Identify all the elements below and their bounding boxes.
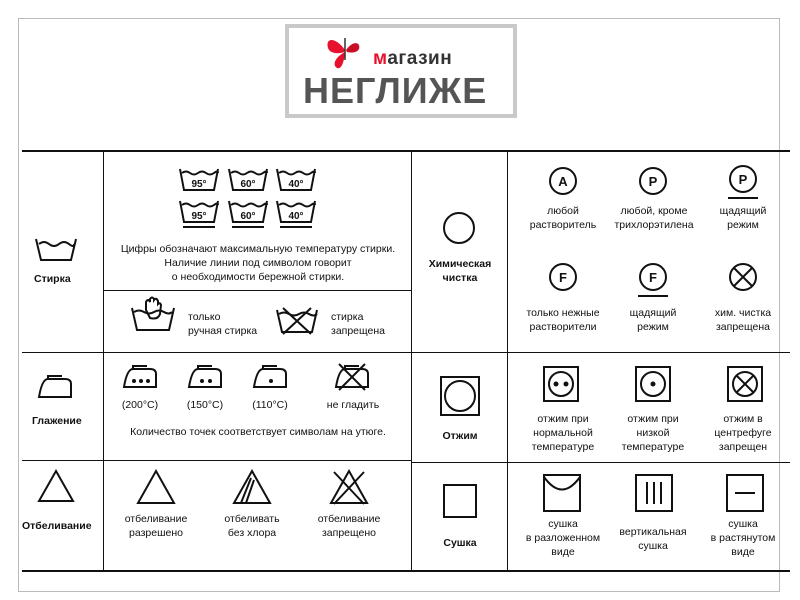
dry-clean-f-label-1: только нежные [526,307,600,319]
hand-wash-label-2: ручная стирка [188,325,258,337]
no-spin-label-2: центрефуге [714,427,772,439]
grid-line [103,290,412,291]
bleach-forbidden-icon [330,470,368,504]
dry-vertical-label-1: вертикальная [619,526,687,538]
bleach-allowed-icon [137,470,175,504]
spin-normal-label-3: температуре [531,441,595,453]
dry-clean-title-2: чистка [442,272,478,284]
dry-clean-p-label-1: любой, кроме [620,205,688,217]
wash-40-gentle-icon [277,200,315,228]
butterfly-icon [325,34,365,72]
wash-note-3: о необходимости бережной стирки. [171,271,345,283]
grid-line [22,352,790,353]
iron-icon [38,376,72,398]
grid-line [22,460,412,461]
logo-brand-text: НЕГЛИЖЕ [303,70,488,111]
dry-clean-p-gentle-label-2: режим [727,219,759,231]
dry-clean-a-label-2: растворитель [529,219,597,231]
no-dry-clean-label-1: хим. чистка [714,307,772,319]
no-wash-label-1: стирка [331,311,364,323]
dry-vertical-icon [635,474,673,512]
iron-150-icon [188,366,222,388]
dry-vertical-label-2: сушка [638,540,668,552]
dry-clean-f-gentle-label-1: щадящий [629,307,677,319]
wash-title: Стирка [34,273,71,285]
grid-line [507,150,508,570]
dry-clean-p-icon [638,166,668,196]
bleach-no-chlorine-icon [233,470,271,504]
iron-110-label: (110°C) [252,399,288,411]
spin-low-label-3: температуре [621,441,685,453]
no-spin-label-1: отжим в [723,413,763,425]
dry-flat-label-1: сушка [548,518,578,530]
svg-text:40°: 40° [288,179,304,190]
wash-tub-icon [36,238,76,262]
dry-clean-f-gentle-icon [638,262,668,298]
no-iron-label: не гладить [326,399,380,411]
bleach-forbidden-label-2: запрещено [321,527,377,539]
dry-flat-label-2: в разложенном [525,532,601,544]
no-spin-label-3: запрещен [718,441,768,453]
dry-clean-icon [443,212,475,244]
svg-text:F: F [559,270,567,285]
spin-low-icon [635,366,671,402]
grid-line [412,462,790,463]
dry-clean-p-gentle-icon [728,164,758,200]
dry-title: Сушка [443,537,477,549]
svg-text:P: P [738,172,748,187]
svg-text:95°: 95° [191,179,207,190]
bleach-icon [38,470,74,502]
dry-clean-f-gentle-label-2: режим [637,321,669,333]
bleach-no-chlorine-label-1: отбеливать [224,513,280,525]
spin-normal-label-2: нормальной [533,427,593,439]
dry-clean-a-icon [548,166,578,196]
wash-note-1: Цифры обозначают максимальную температуру стирки. [120,243,396,255]
no-dry-clean-label-2: запрещена [715,321,771,333]
dry-icon [443,484,477,518]
svg-text:P: P [648,174,658,189]
dry-clean-p-label-2: трихлорэтилена [614,219,694,231]
spin-title: Отжим [442,430,478,442]
svg-text:60°: 60° [240,179,256,190]
dry-clean-f-icon [548,262,578,292]
svg-text:A: A [558,174,568,189]
no-wash-icon [277,308,317,334]
iron-110-icon [253,366,287,388]
dry-flat-label-3: виде [551,546,575,558]
no-wash-label-2: запрещена [331,325,386,337]
bleach-no-chlorine-label-2: без хлора [227,527,277,539]
dry-clean-title-1: Химическая [428,258,492,270]
iron-200-icon [123,366,157,388]
iron-note: Количество точек соответствует символам на утюге. [130,426,386,438]
wash-95-icon [180,168,218,192]
dry-clean-a-label-1: любой [547,205,579,217]
dry-stretched-label-3: виде [731,546,755,558]
wash-40-icon [277,168,315,192]
hand-wash-icon [132,296,174,332]
no-dry-clean-icon [728,262,758,292]
spin-low-label-2: низкой [636,427,670,439]
iron-150-label: (150°C) [186,399,224,411]
no-iron-icon [335,364,369,390]
dry-clean-p-gentle-label-1: щадящий [719,205,767,217]
grid-line [22,150,790,152]
spin-low-label-1: отжим при [627,413,679,425]
dry-clean-f-label-2: растворители [529,321,597,333]
svg-text:F: F [649,270,657,285]
logo-shop-text: магазин [373,48,453,69]
hand-wash-label-1: только [188,311,221,323]
store-logo [285,24,517,118]
dry-stretched-label-2: в растянутом [710,532,776,544]
dry-flat-icon [543,474,581,512]
spin-normal-icon [543,366,579,402]
svg-text:95°: 95° [191,211,207,222]
dry-stretched-icon [726,474,764,512]
svg-text:40°: 40° [288,211,304,222]
bleach-allowed-label-1: отбеливание [124,513,188,525]
bleach-forbidden-label-1: отбеливание [317,513,381,525]
grid-line [411,150,412,570]
wash-60-gentle-icon [229,200,267,228]
no-spin-icon [727,366,763,402]
spin-icon [440,376,480,416]
svg-text:60°: 60° [240,211,256,222]
wash-60-icon [229,168,267,192]
spin-normal-label-1: отжим при [537,413,589,425]
bleach-allowed-label-2: разрешено [129,527,183,539]
grid-line [103,150,104,570]
grid-line [22,570,790,572]
iron-200-label: (200°C) [121,399,159,411]
dry-stretched-label-1: сушка [728,518,758,530]
wash-note-2: Наличие линии под символом говорит [164,257,352,269]
bleach-title: Отбеливание [22,520,92,532]
iron-title: Глажение [32,415,82,427]
wash-95-gentle-icon [180,200,218,228]
